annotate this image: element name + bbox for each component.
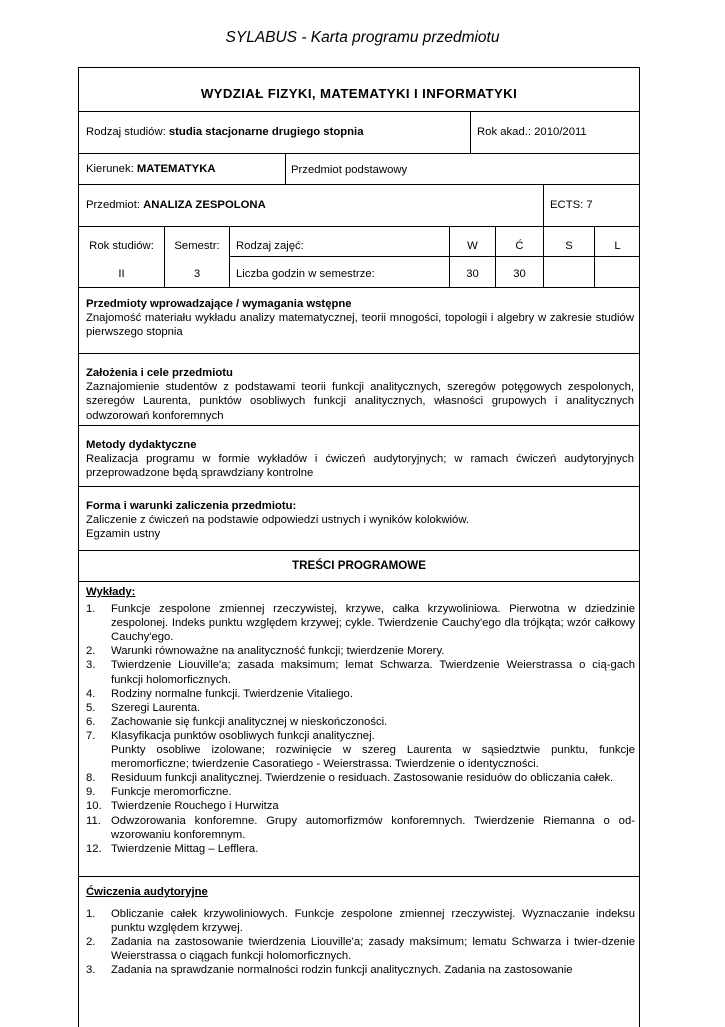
faculty-name: WYDZIAŁ FIZYKI, MATEMATYKI I INFORMATYKI [200, 86, 518, 101]
rule [78, 353, 640, 354]
list-item [86, 907, 635, 935]
list-item-number: 4. [86, 687, 96, 700]
list-item-text: Obliczanie całek krzywoliniowych. Funkcje zespolone zmiennej rzeczywistej. Wyznaczanie indeksu punktu względem krzywej. [111, 908, 635, 935]
divider [543, 226, 544, 287]
list-item [86, 799, 635, 813]
list-item-number: 12. [86, 842, 102, 855]
list-item-number: 8. [86, 772, 96, 785]
list-item-number: 2. [86, 645, 96, 658]
page-header-title: SYLABUS - Karta programu przedmiotu [225, 29, 500, 46]
exercises-heading: Ćwiczenia audytoryjne [86, 886, 208, 898]
semester-label: Semestr: [174, 240, 220, 252]
list-item-text: Twierdzenie Liouville'a; zasada maksimum; lemat Schwarza. Twierdzenie Weierstrassa o cią-gach funkcji holomorficznych. [111, 659, 635, 686]
list-item-text: Zachowanie się funkcji analitycznej w nieskończoności. [111, 715, 388, 728]
prerequisites-section [86, 297, 634, 340]
list-item-text: Twierdzenie Rouchego i Hurwitza [111, 800, 279, 813]
list-item-number: 1. [86, 908, 96, 921]
exercises-list [86, 885, 635, 978]
section-text: Egzamin ustny [86, 528, 161, 541]
divider [594, 226, 595, 287]
section-heading: Metody dydaktyczne [86, 439, 197, 451]
section-text: Zaliczenie z ćwiczeń na podstawie odpowiedzi ustnych i wyników kolokwiów. [86, 514, 470, 527]
list-item-text: Residuum funkcji analitycznej. Twierdzenie o residuach. Zastosowanie residuów do obliczania całek. [111, 772, 614, 785]
subject-type: Przedmiot podstawowy [291, 164, 408, 176]
list-item [86, 644, 635, 658]
methods-section [86, 438, 634, 481]
hours-label: Liczba godzin w semestrze: [236, 268, 375, 280]
list-item-text: Zadania na sprawdzanie normalności rodzin funkcji analitycznych. Zadania na zastosowanie [111, 964, 573, 977]
list-item-number [86, 743, 111, 771]
section-text: Znajomość materiału wykładu analizy matematycznej, teorii mnogości, topologii i algebry w zakresie studiów pierwszego stopnia [86, 312, 634, 339]
list-item-number: 9. [86, 786, 96, 799]
rule [78, 287, 640, 288]
lectures-heading: Wykłady: [86, 586, 136, 598]
class-type-label: Rodzaj zajęć: [236, 240, 304, 252]
col-lab: L [614, 240, 621, 252]
section-heading: Przedmioty wprowadzające / wymagania wstępne [86, 298, 352, 310]
assessment-section [86, 499, 634, 542]
list-item-text: Rodziny normalne funkcji. Twierdzenie Vitaliego. [111, 687, 353, 700]
divider [543, 184, 544, 227]
list-item [86, 602, 635, 644]
goals-section [86, 366, 634, 423]
col-exercise: Ć [515, 240, 524, 252]
program-heading: TREŚCI PROGRAMOWE [292, 559, 426, 572]
list-item-text: Klasyfikacja punktów osobliwych funkcji analitycznej. [111, 729, 375, 742]
list-item-text: Szeregi Laurenta. [111, 701, 201, 714]
list-item [86, 771, 635, 785]
rule [78, 550, 640, 551]
list-item [86, 743, 635, 771]
section-heading: Założenia i cele przedmiotu [86, 367, 233, 379]
list-item [86, 842, 635, 856]
list-item-text: Odwzorowania konforemne. Grupy automorfizmów konforemnych. Twierdzenie Riemanna o od-wzorowaniu konforemnym. [111, 814, 635, 841]
rule [78, 425, 640, 426]
list-item-number: 1. [86, 603, 96, 616]
list-item [86, 701, 635, 715]
list-item-text: Punkty osobliwe izolowane; rozwinięcie w szereg Laurenta w sąsiedztwie punktu, funkcje meromorficzne; twierdzenie Casoratiego - Weierstrassa. Twierdzenie o identyczności. [111, 744, 635, 771]
list-item [86, 935, 635, 963]
divider [470, 111, 471, 154]
divider [229, 226, 230, 287]
hours-lecture: 30 [466, 268, 479, 280]
list-item-text: Zadania na zastosowanie twierdzenia Liouville'a; zasady maksimum; lematu Schwarza i twier-dzenie Weierstrassa o ciągach funkcji holomorficznych. [111, 936, 635, 963]
rule [78, 486, 640, 487]
rule [78, 581, 640, 582]
list-item-number: 11. [86, 814, 101, 827]
list-item [86, 785, 635, 799]
list-item [86, 658, 635, 686]
list-item-number: 5. [86, 701, 96, 714]
list-item [86, 963, 635, 977]
list-item-number: 10. [86, 800, 102, 813]
rule [229, 256, 640, 257]
list-item-text: Funkcje zespolone zmiennej rzeczywistej, krzywe, całka krzywoliniowa. Pierwotna w dziedzinie zespolonej. Indeks punktu względem krzywej; cykle. Twierdzenie Cauchy'ego dla trójkąta; wzór całkowy Cauchy'ego. [111, 603, 635, 644]
ects-points: ECTS: 7 [550, 199, 593, 211]
list-item [86, 814, 635, 842]
section-text: Realizacja programu w formie wykładów i ćwiczeń audytoryjnych; w ramach ćwiczeń audytoryjnych przeprowadzone będą sprawdziany kontrolne [86, 453, 634, 480]
list-item-number: 2. [86, 936, 96, 949]
rule [78, 153, 640, 154]
hours-exercise: 30 [513, 268, 526, 280]
list-item-text: Twierdzenie Mittag – Lefflera. [111, 842, 259, 855]
field-of-study: Kierunek: MATEMATYKA [86, 163, 216, 175]
divider [285, 153, 286, 185]
section-heading: Forma i warunki zaliczenia przedmiotu: [86, 500, 297, 512]
list-item-number: 3. [86, 964, 96, 977]
rule [78, 226, 640, 227]
rule [78, 111, 640, 112]
semester-value: 3 [193, 268, 201, 280]
col-seminar: S [565, 240, 573, 252]
list-item-number: 6. [86, 715, 96, 728]
rule [78, 184, 640, 185]
lectures-list [86, 585, 635, 856]
list-item [86, 687, 635, 701]
study-year-label: Rok studiów: [89, 240, 154, 252]
subject-name: Przedmiot: ANALIZA ZESPOLONA [86, 199, 266, 211]
section-text: Zaznajomienie studentów z podstawami teorii funkcji analitycznych, szeregów potęgowych zespolonych, szeregów Laurenta, punktów osobliwych funkcji analitycznych, własności grupowych i analitycznych odwzorowań konforemnych [86, 381, 634, 422]
study-year-value: II [118, 268, 125, 280]
rule [78, 876, 640, 877]
col-lecture: W [467, 240, 478, 252]
list-item-text: Warunki równoważne na analityczność funkcji; twierdzenie Morery. [111, 645, 445, 658]
list-item [86, 729, 635, 743]
list-item-number: 7. [86, 729, 96, 742]
studies-type: Rodzaj studiów: studia stacjonarne drugiego stopnia [86, 126, 364, 138]
list-item-number: 3. [86, 659, 96, 672]
academic-year: Rok akad.: 2010/2011 [477, 126, 587, 138]
list-item-text: Funkcje meromorficzne. [111, 786, 232, 799]
list-item [86, 715, 635, 729]
